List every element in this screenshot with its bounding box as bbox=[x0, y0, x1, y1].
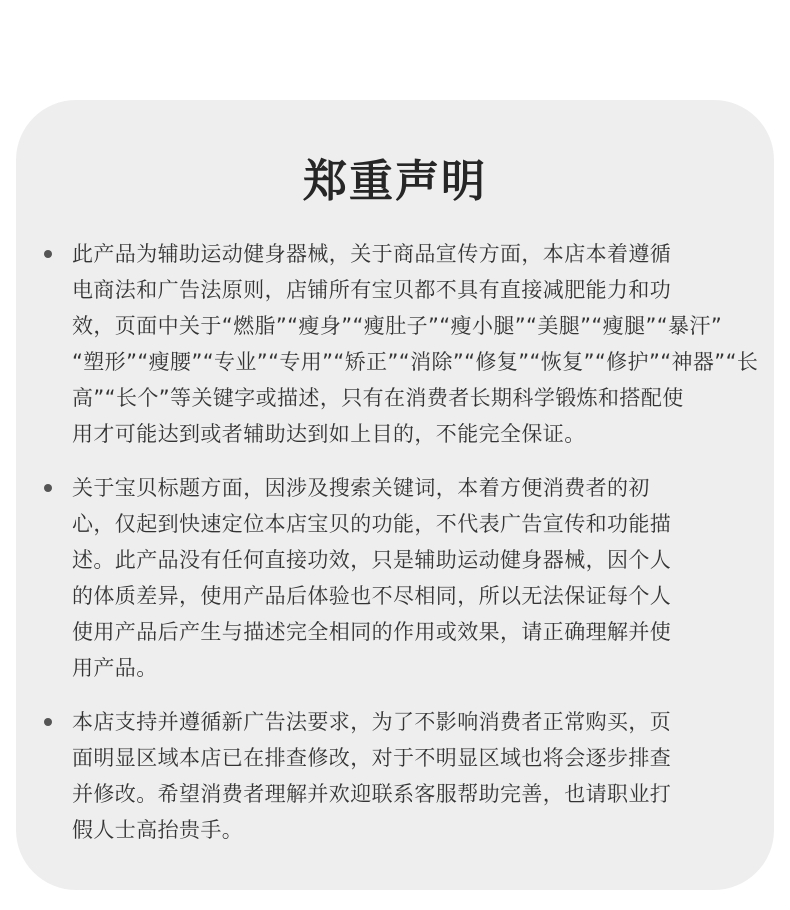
bullet-icon bbox=[44, 484, 52, 492]
statement-paragraph-2 bbox=[44, 470, 744, 686]
paragraph-line: 此产品为辅助运动健身器械，关于商品宣传方面，本店本着遵循 bbox=[72, 242, 672, 266]
statement-card bbox=[16, 100, 774, 890]
bullet-icon bbox=[44, 250, 52, 258]
paragraph-line: 并修改。希望消费者理解并欢迎联系客服帮助完善，也请职业打 bbox=[72, 782, 672, 806]
paragraph-line: 本店支持并遵循新广告法要求，为了不影响消费者正常购买，页 bbox=[72, 710, 672, 734]
paragraph-line: 心，仅起到快速定位本店宝贝的功能，不代表广告宣传和功能描 bbox=[72, 512, 672, 536]
paragraph-line: 电商法和广告法原则，店铺所有宝贝都不具有直接减肥能力和功 bbox=[72, 278, 672, 302]
paragraph-line: 关于宝贝标题方面，因涉及搜索关键词，本着方便消费者的初 bbox=[72, 476, 650, 500]
paragraph-line: “塑形”“瘦腰”“专业”“专用”“矫正”“消除”“修复”“恢复”“修护”“神器”“长 bbox=[72, 350, 759, 374]
paragraph-line: 效，页面中关于“燃脂”“瘦身”“瘦肚子”“瘦小腿”“美腿”“瘦腿”“暴汗” bbox=[72, 314, 723, 338]
bullet-icon bbox=[44, 718, 52, 726]
statement-paragraph-3 bbox=[44, 704, 744, 848]
paragraph-line: 使用产品后产生与描述完全相同的作用或效果，请正确理解并使 bbox=[72, 620, 672, 644]
page-title: 郑重声明 bbox=[303, 156, 487, 207]
statement-paragraph-1 bbox=[44, 236, 759, 452]
paragraph-line: 高”“长个”等关键字或描述，只有在消费者长期科学锻炼和搭配使 bbox=[72, 386, 684, 410]
paragraph-line: 假人士高抬贵手。 bbox=[72, 818, 244, 842]
paragraph-line: 用产品。 bbox=[72, 656, 158, 680]
paragraph-line: 用才可能达到或者辅助达到如上目的，不能完全保证。 bbox=[72, 422, 586, 446]
paragraph-line: 的体质差异，使用产品后体验也不尽相同，所以无法保证每个人 bbox=[72, 584, 672, 608]
statement-list bbox=[44, 236, 759, 866]
paragraph-line: 述。此产品没有任何直接功效，只是辅助运动健身器械，因个人 bbox=[72, 548, 672, 572]
paragraph-line: 面明显区域本店已在排查修改，对于不明显区域也将会逐步排查 bbox=[72, 746, 672, 770]
